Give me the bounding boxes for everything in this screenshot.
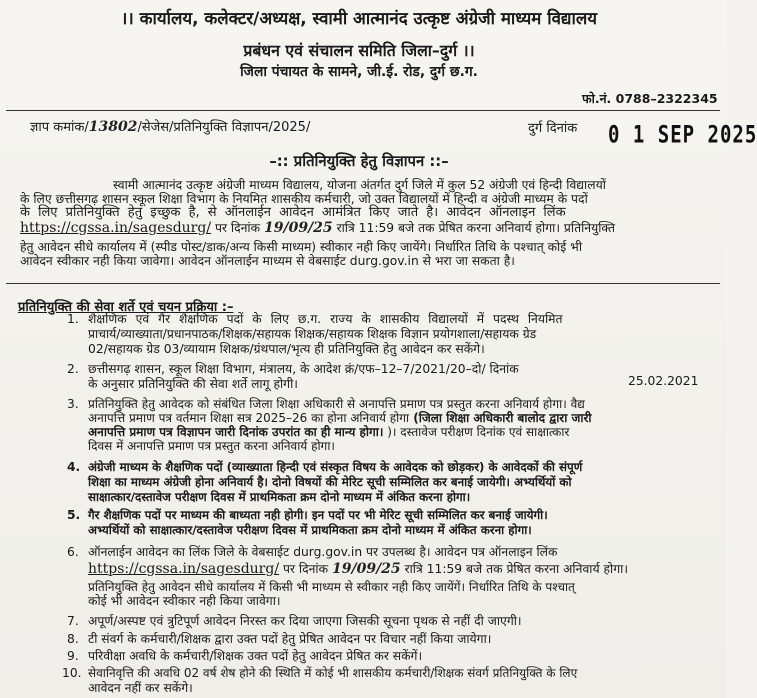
header-address-line: जिला पंचायत के सामने, जी.ई. रोड, दुर्ग छ.ग. xyxy=(240,64,478,80)
memo-suffix: /सेजेस/प्रतिनियुक्ति विज्ञापन/2025/ xyxy=(137,120,311,135)
item-number: 7. xyxy=(67,614,79,628)
application-link[interactable]: https://cgssa.in/sagesdurg/ xyxy=(20,220,212,236)
memo-reference xyxy=(30,117,310,135)
memo-prefix: ज्ञाप कमांक/ xyxy=(30,120,89,135)
list-item: शिक्षा का माध्यम अंग्रेजी होना अनिवार्य है। दोनो विषयों की मेरिट सूची सम्मिलित कर बनाई जायेगी। अभ्यर्थियों को xyxy=(88,475,572,489)
header-phone: फो.नं. 0788–2322345 xyxy=(582,91,718,106)
list-item: प्रतिनियुक्ति हेतु आवेदक को संबंधित जिला शिक्षा अधिकारी से अनापत्ति प्रमाण पत्र प्रस्तुत करना अनिवार्य होगा। वैद्य xyxy=(88,397,585,411)
list-item: आवेदन नहीं कर सकेंगे। xyxy=(88,681,193,695)
list-item: गैर शैक्षणिक पदों पर माध्यम की बाध्यता नही होगी। इन पदों पर भी मेरिट सूची सम्मिलित कर बनाई जायेगी। xyxy=(88,508,548,522)
list-item: प्रतिनियुक्ति हेतु आवेदन सीधे कार्यालय में किसी भी माध्यम से स्वीकार नही किए जायेंगें। निर्धारित तिथि के पश्चात् xyxy=(88,580,575,594)
list-item: अनापत्ति प्रमाण पत्र विज्ञापन जारी दिनांक उपरांत का ही मान्य होगा। )। दस्तावेज परीक्षण दिनांक एवं साक्षात्कार xyxy=(88,425,570,439)
list-item: दिवस में अनापत्ति प्रमाण पत्र प्रस्तुत करना अनिवार्य होगा। xyxy=(88,439,335,453)
list-item: के अनुसार प्रतिनियुक्ति की सेवा शर्ते लागू होगी। xyxy=(88,377,298,391)
item-number: 1. xyxy=(67,312,79,326)
item-number: 3. xyxy=(67,397,79,411)
last-date-handwritten: 19/09/25 xyxy=(263,220,333,236)
item-number: 6. xyxy=(67,545,79,559)
list-item: अनापत्ति प्रमाण पत्र वर्तमान शिक्षा सत्र 2025–26 का होना अनिवार्य होगा (जिला शिक्षा अधिकारी बालोद द्वारा जारी xyxy=(88,411,592,425)
list-item: https://cgssa.in/sagesdurg/ पर दिनांक 19/09/25 रात्रि 11:59 बजे तक प्रेषित करना अनिवार्य होगा। xyxy=(88,561,628,577)
memo-date-stamp: 0 1 SEP 2025 xyxy=(608,121,757,149)
item-number: 2. xyxy=(67,362,79,376)
item-number: 8. xyxy=(67,632,79,646)
list-item: टी संवर्ग के कर्मचारी/शिक्षक द्वारा उक्त पदों हेतु प्रेषित आवेदन पर विचार नहीं किया जायेगा। xyxy=(88,632,492,646)
list-item: छत्तीसगढ़ शासन, स्कूल शिक्षा विभाग, मंत्रालय, के आदेश क्रं/एफ–12–7/2021/20–दो/ दिनांक xyxy=(88,362,519,376)
list-item: प्राचार्य/व्याख्याता/प्रधानपाठक/शिक्षक/सहायक शिक्षक/सहायक शिक्षक विज्ञान प्रयोगशाला/सहायक ग्रेड xyxy=(88,327,537,341)
application-link-2[interactable]: https://cgssa.in/sagesdurg/ xyxy=(88,561,280,577)
list-item: साक्षात्कार/दस्तावेज परीक्षण दिवस में प्राथमिकता क्रम दोनो माध्यम में अंकित करना होगा। xyxy=(88,490,471,504)
list-item: अंग्रेजी माध्यम के शैक्षणिक पदों (व्याख्याता हिन्दी एवं संस्कृत विषय के आवेदक को छोड़कर) के आवेदकों की संपूर्ण xyxy=(88,460,583,474)
item-number: 5. xyxy=(67,508,81,522)
header-committee-line: प्रबंधन एवं संचालन समिति जिला–दुर्ग ।। xyxy=(243,41,475,60)
item-number: 9. xyxy=(67,649,79,663)
memo-number: 13802 xyxy=(88,119,138,135)
item-number: 4. xyxy=(67,460,81,474)
list-item: अभ्यर्थियों को साक्षात्कार/दस्तावेज परीक्षण दिवस में प्राथमिकता क्रम दोनो माध्यम में अंकित करना होगा। xyxy=(88,523,532,537)
intro-line: आवेदन स्वीकार नही किया जावेगा। आवेदन ऑनलाईन माध्यम से वेबसाईट durg.gov.in से भरा जा सकता है। xyxy=(20,254,515,268)
intro-line: के लिए प्रतिनियुक्ति हेतु इच्छुक है, से ऑनलाईन आवेदन आमंत्रित किए जाते है। आवेदन ऑनलाइन लिंक xyxy=(20,205,566,220)
list-item: अपूर्ण/अस्पष्ट एवं त्रुटिपूर्ण आवेदन निरस्त कर दिया जाएगा जिसकी सूचना पृथक से नहीं दी जाएगी। xyxy=(88,614,522,628)
intro-line: स्वामी आत्मानंद उत्कृष्ट अंग्रेजी माध्यम विद्यालय, योजना अंतर्गत दुर्ग जिले में कुल 52 अंग्रेजी एवं हिन्दी विद्यालयों xyxy=(113,178,606,192)
list-item: सेवानिवृत्ति की अवधि 02 वर्ष शेष होने की स्थिति में कोई भी शासकीय कर्मचारी/शिक्षक संवर्ग प्रतिनियुक्ति के लिए xyxy=(88,666,578,680)
intro-line: हेतु आवेदन सीधे कार्यालय में (स्पीड पोस्ट/डाक/अन्य किसी माध्यम) स्वीकार नही किए जायेंगे। निर्धारित तिथि के पश्चात् कोई भी xyxy=(20,240,583,254)
intro-line: https://cgssa.in/sagesdurg/ पर दिनांक 19/09/25 रात्रि 11:59 बजे तक प्रेषित करना अनिवार्य होगा। प्रतिनियुक्ति xyxy=(20,220,616,236)
list-item: ऑनलाईन आवेदन का लिंक जिले के वेबसाईट durg.gov.in पर उपलब्ध है। आवेदन पत्र ऑनलाइन लिंक xyxy=(88,545,558,559)
list-item: शैक्षणिक एवं गैर शैक्षणिक पदों के लिए छ.ग. राज्य के शासकीय विद्यालयों में पदस्थ नियमित xyxy=(88,312,563,326)
intro-line: के लिए छत्तीसगढ़ शासन स्कूल शिक्षा विभाग के नियमित शासकीय कर्मचारी, जो उक्त विद्यालयों में हिन्दी व अंग्रेजी माध्यम के पदों xyxy=(20,192,588,206)
header-divider xyxy=(6,110,720,111)
list-item: 02/सहायक ग्रेड 03/व्यायाम शिक्षक/ग्रंथपाल/भृत्य ही प्रतिनियुक्ति हेतु आवेदन कर सकेंगे। xyxy=(88,342,485,356)
section-divider xyxy=(6,283,720,284)
last-date-handwritten-2: 19/09/25 xyxy=(331,561,401,577)
list-item: परिवीक्षा अवधि के कर्मचारी/शिक्षक उक्त पदों हेतु आवेदन प्रेषित कर सकेंगें। xyxy=(88,649,423,663)
memo-date-label: दुर्ग दिनांक xyxy=(528,121,578,136)
page-title: –:: प्रतिनियुक्ति हेतु विज्ञापन ::– xyxy=(269,152,449,170)
list-item: कोई भी आवेदन स्वीकार नही किया जावेगा। xyxy=(88,594,281,608)
header-office-line: ।। कार्यालय, कलेक्टर/अध्यक्ष, स्वामी आत्मानंद उत्कृष्ट अंग्रेजी माध्यम विद्यालय xyxy=(120,9,598,29)
order-date: 25.02.2021 xyxy=(628,374,699,388)
section-title: प्रतिनियुक्ति की सेवा शर्ते एवं चयन प्रक्रिया :– xyxy=(18,300,234,315)
item-number: 10. xyxy=(62,666,82,680)
